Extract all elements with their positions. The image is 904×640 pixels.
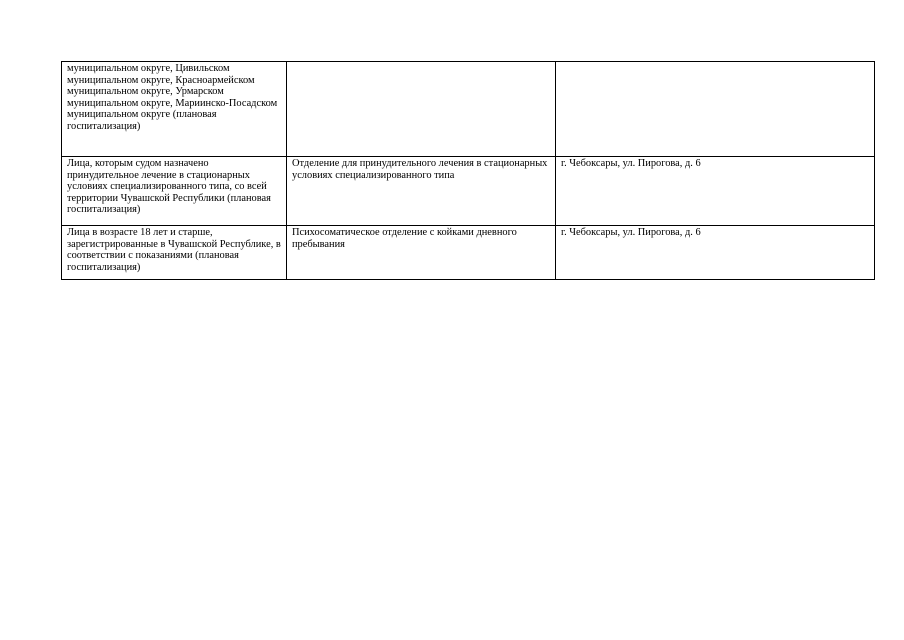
department-text: Психосоматическое отделение с койками дневного пребывания [292, 227, 517, 250]
patients-text: Лица, которым судом назначено принудительное лечение в стационарных условиях специализированного типа, со всей территории Чувашской Республики (плановая госпитализация) [67, 158, 271, 216]
address-cell [556, 62, 875, 157]
patients-cell [62, 157, 287, 226]
address-text: г. Чебоксары, ул. Пирогова, д. 6 [561, 158, 701, 169]
patients-text: муниципальном округе, Цивильском муниципальном округе, Красноармейском муниципальном округе, Урмарском муниципальном округе, Мариинско-Посадском муниципальном округе (плановая госпитализация) [67, 63, 278, 132]
address-cell [556, 226, 875, 280]
hospitalization-table [61, 61, 875, 280]
table-row [62, 62, 875, 157]
patients-cell [62, 62, 287, 157]
table-row [62, 157, 875, 226]
address-text: г. Чебоксары, ул. Пирогова, д. 6 [561, 227, 701, 238]
address-cell [556, 157, 875, 226]
patients-cell [62, 226, 287, 280]
department-cell [287, 157, 556, 226]
department-cell [287, 226, 556, 280]
patients-text: Лица в возрасте 18 лет и старше, зарегистрированные в Чувашской Республике, в соответствии с показаниями (плановая госпитализация) [67, 227, 281, 273]
department-text: Отделение для принудительного лечения в стационарных условиях специализированного типа [292, 158, 548, 181]
table-row [62, 226, 875, 280]
department-cell [287, 62, 556, 157]
